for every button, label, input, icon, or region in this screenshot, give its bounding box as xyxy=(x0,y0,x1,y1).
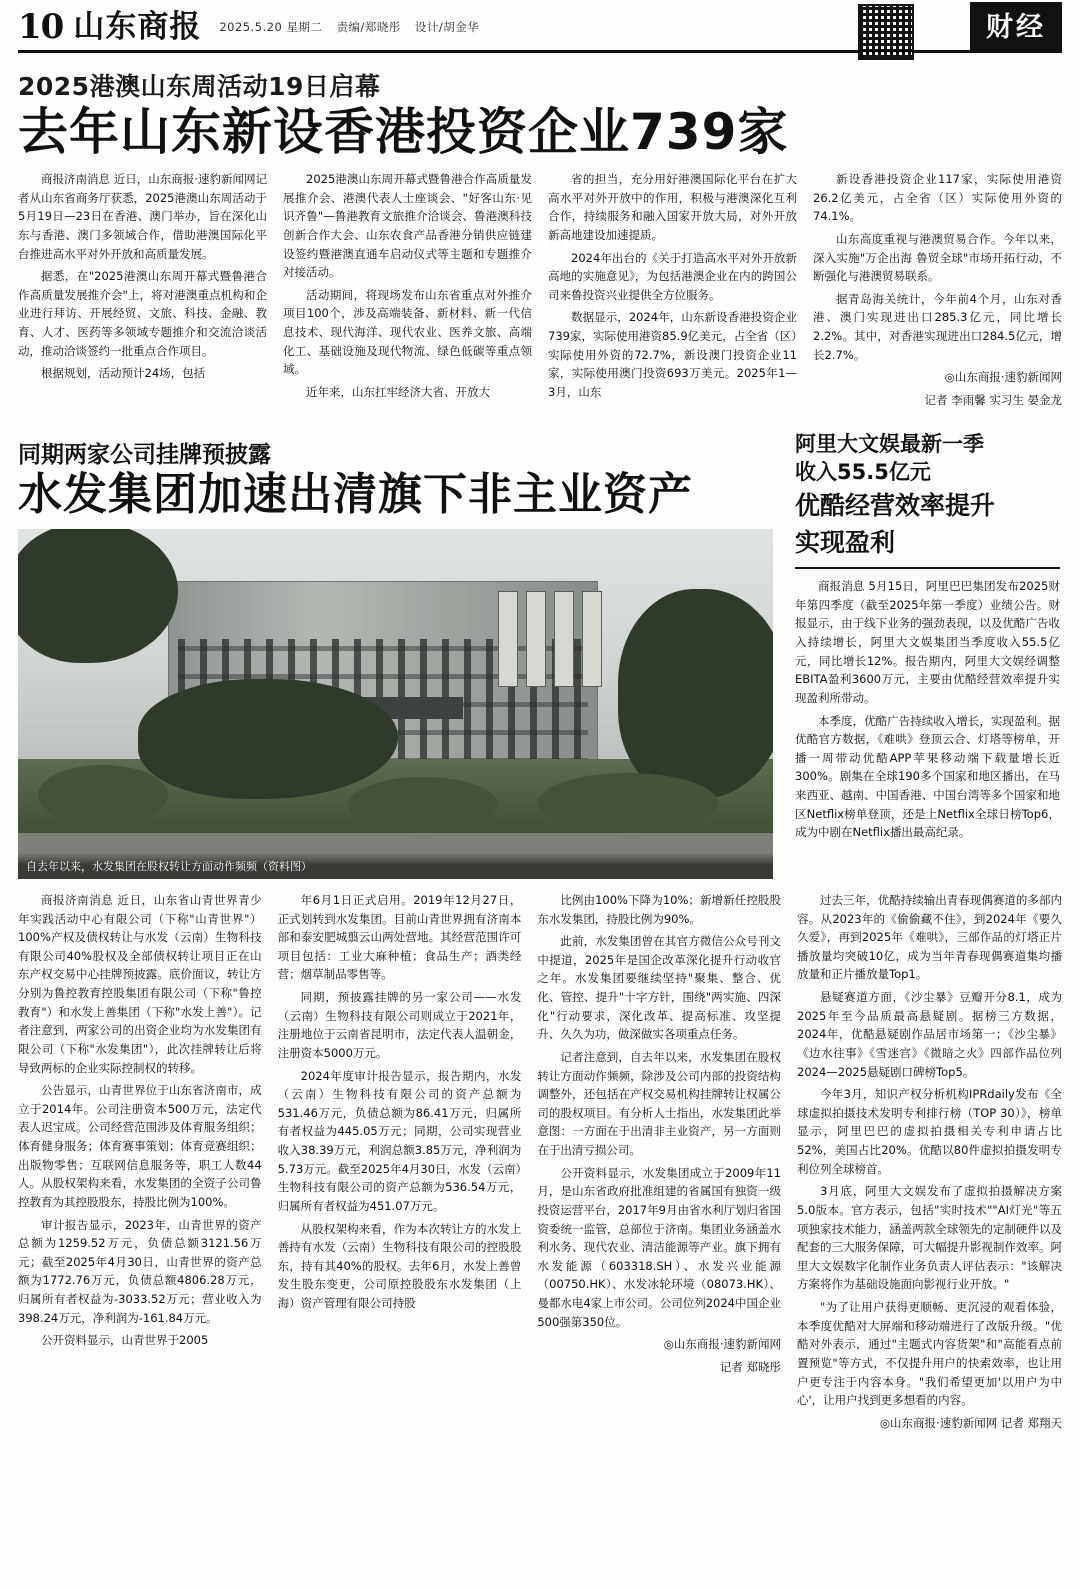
paragraph: 2024年出台的《关于打造高水平对外开放新高地的实施意见》，为包括港澳企业在内的跨国公司来鲁投资兴业提供全方位服务。 xyxy=(548,250,797,302)
paragraph: 新设香港投资企业117家，实际使用港资26.2亿美元，占全省（区）实际使用外资的74.1%。 xyxy=(813,172,1062,224)
photo-banner-1 xyxy=(498,591,518,687)
paragraph: 公开资料显示，水发集团成立于2009年11月，是山东省政府批准组建的省属国有独资一级投资运营平台，2017年9月由省水利厅划归省国资委统一监管，总部位于济南。集团业务涵盖水利水务、现代农业、清洁能源等产业。旗下拥有水发能源（603318.SH）、水发兴业能源（00750.HK）、水发冰轮环境（08073.HK）、曼都水电4家上市公司。公司位列2024中国企业500强第350位。 xyxy=(537,1165,781,1329)
paragraph: 近年来，山东扛牢经济大省、开放大 xyxy=(306,384,490,399)
page-number: 10 xyxy=(18,7,64,47)
paragraph: 公告显示，山青世界位于山东省济南市，成立于2014年。公司注册资本500万元，法定代表人迟宝成。公司经营范围涉及体育服务组织；体育健身服务；体育赛事策划；体育竞赛组织；出版物零售；互联网信息服务等，职工人数44人。从股权架构来看，水发集团的全资子公司鲁控教育为其控股股东，持股比例为100%。 xyxy=(18,1083,262,1209)
feature-signature-media: ◎山东商报·速豹新闻网 xyxy=(663,1337,781,1352)
rail-signature: ◎山东商报·速豹新闻网 记者 郑翔天 xyxy=(880,1415,1062,1430)
paragraph: 悬疑赛道方面，《沙尘暴》豆瓣开分8.1，成为2025年至今品质最高悬疑剧。据榜三方数据，2024年，优酷悬疑剧作品居市场第一；《沙尘暴》《边水往事》《雪迷宫》《微暗之火》四部作品位列2024—2025悬疑剧口碑榜Top5。 xyxy=(797,990,1062,1079)
lead-column-2 xyxy=(283,170,532,406)
paragraph: 3月底，阿里大文娱发布了虚拟拍摄解决方案5.0版本。官方表示，包括"实时技术""AI灯光"等五项独家技术能力，涵盖两款全球领先的定制硬件以及配套的三大服务保障，可大幅提升影视制作效率。阿里大文娱数字化制作业务负责人评估表示："该解决方案将作为基础设施面向影视行业开放。" xyxy=(797,1184,1062,1292)
feature-photo xyxy=(18,529,773,879)
paragraph: 商报济南消息 近日，山东省山青世界青少年实践活动中心有限公司（下称"山青世界"）100%产权及债权转让与水发（云南）生物科技有限公司40%股权及全部债权转让项目正在山东产权交易中心挂牌预披露。底价面议，转让方分别为鲁控教育控股集团有限公司（下称"鲁控教育"）和水发上善集团（下称"水发上善"）。记者注意到，两家公司的出资企业均为水发集团有限公司（下称"水发集团"），此次挂牌转让后将导致两标的企业实际控制权的转移。 xyxy=(18,892,262,1075)
paragraph: 过去三年，优酷持续输出青春现偶赛道的多部内容。从2023年的《偷偷藏不住》，到2024年《要久久爱》，再到2025年《难哄》，三部作品的灯塔正片播放量均突破10亿，成为当年青春现偶赛道集均播放量和正片播放量Top1。 xyxy=(797,892,1062,982)
photo-bush-1 xyxy=(38,765,168,825)
masthead xyxy=(18,0,1062,53)
lead-signature-byline: 记者 李雨馨 实习生 晏金龙 xyxy=(924,392,1062,407)
paragraph: 活动期间，将现场发布山东省重点对外推介项目100个，涉及高端装备、新材料、新一代信息技术、现代海洋、现代农业、医养文旅、高端化工、基础设施及现代物流、绿色低碳等重点领域。 xyxy=(283,287,532,377)
section-badge: 财经 xyxy=(970,2,1062,51)
paragraph: 省的担当，充分用好港澳国际化平台在扩大高水平对外开放中的作用，积极与港澳深化互利合作，持续服务和融入国家开放大局，对外开放新高地建设加速提质。 xyxy=(548,172,797,242)
paragraph: 根据规划，活动预计24场，包括 xyxy=(41,366,206,381)
rail-kicker-line-2: 收入55.5亿元 xyxy=(795,459,931,484)
photo-bush-2 xyxy=(348,777,498,833)
rail-headline-line-2: 实现盈利 xyxy=(795,527,896,557)
rail-body-bottom xyxy=(797,891,1062,1437)
feature-column-1 xyxy=(18,891,262,1437)
lead-story xyxy=(18,67,1062,414)
editor-credit: 责编/郑晓彤 xyxy=(336,20,401,34)
lead-kicker: 2025港澳山东周活动19日启幕 xyxy=(18,72,381,101)
paragraph: 山东高度重视与港澳贸易合作。今年以来，深入实施"万企出海 鲁贸全球"市场开拓行动，不断强化与港澳贸易联系。 xyxy=(813,231,1062,284)
feature-photo-caption: 自去年以来，水发集团在股权转让方面动作频频（资料图） xyxy=(18,853,773,879)
paragraph: 公开资料显示，山青世界于2005 xyxy=(41,1333,209,1348)
feature-kicker: 同期两家公司挂牌预披露 xyxy=(18,441,271,468)
rail-body-top xyxy=(795,577,1060,842)
lead-column-4 xyxy=(813,170,1062,414)
paragraph: 商报消息 5月15日，阿里巴巴集团发布2025财年第四季度（截至2025年第一季度）业绩公告。财报显示，由于线下业务的强劲表现，以及优酷广告收入持续增长，阿里大文娱集团当季度收入55.5亿元，同比增长12%。报告期内，阿里大文娱经调整EBITA盈利3600万元，主要由优酷经营效率提升实现盈利所带动。 xyxy=(795,579,1060,705)
photo-tree-right xyxy=(618,589,773,799)
paragraph: 年6月1日正式启用。2019年12月27日，正式划转到水发集团。目前山青世界拥有济南本部和泰安肥城翦云山两处营地。其经营范围许可项目包括：工业大麻种植；食品生产；酒类经营；烟草制品零售等。 xyxy=(277,892,522,982)
rail-divider xyxy=(795,567,1060,569)
paragraph: 比例由100%下降为10%；新增新任控股股东水发集团，持股比例为90%。 xyxy=(537,892,781,926)
bottom-section xyxy=(18,891,1062,1437)
paragraph: "为了让用户获得更顺畅、更沉浸的观看体验，本季度优酷对大屏端和移动端进行了改版升级。"优酷对外表示，通过"主题式内容货架"和"高能看点前置预览"等方式，不仅提升用户的快索效率，也让用户更专注于内容本身。"我们希望更加'以用户为中心'，让用户找到更多想看的内容。 xyxy=(797,1300,1062,1408)
photo-bush-3 xyxy=(538,773,718,833)
lead-body xyxy=(18,170,1062,414)
rail-story xyxy=(795,430,1060,879)
photo-banner-3 xyxy=(554,591,574,687)
publish-date: 2025.5.20 星期二 xyxy=(219,20,323,34)
paragraph: 同期，预披露挂牌的另一家公司——水发（云南）生物科技有限公司则成立于2021年，注册地位于云南省昆明市，法定代表人温朝金，注册资本5000万元。 xyxy=(277,990,522,1060)
paragraph: 据青岛海关统计，今年前4个月，山东对香港、澳门实现进出口285.3亿元，同比增长2.2%。其中，对香港实现进出口284.5亿元，增长2.7%。 xyxy=(813,291,1062,362)
paragraph: 2025港澳山东周开幕式暨鲁港合作高质量发展推介会、港澳代表人士座谈会、"好客山东·见识齐鲁"—鲁港教育文旅推介洽谈会、鲁港澳科技创新合作大会、山东农食产品香港分销供应链建设签约暨港澳直通车启动仪式等主题和专题推介对接活动。 xyxy=(283,172,532,280)
lead-signature-media: ◎山东商报·速豹新闻网 xyxy=(944,370,1062,385)
paragraph: 本季度，优酷广告持续收入增长，实现盈利。据优酷官方数据，《难哄》登顶云合、灯塔等榜单，开播一周带动优酷APP苹果移动端下载量增长近300%。剧集在全球190多个国家和地区播出，在马来西亚、越南、中国香港、中国台湾等多个国家和地区Netflix榜单登顶，还是上Netflix全球日榜Top6，成为中剧在Netflix播出最高纪录。 xyxy=(795,713,1060,840)
masthead-meta xyxy=(219,19,479,35)
feature-signature-byline: 记者 郑晓彤 xyxy=(719,1359,781,1374)
designer-credit: 设计/胡金华 xyxy=(414,20,480,34)
feature-story xyxy=(18,430,773,879)
paper-name: 山东商报 xyxy=(73,8,202,45)
lead-column-3 xyxy=(548,170,797,406)
paragraph: 2024年度审计报告显示，报告期内，水发（云南）生物科技有限公司的资产总额为531.46万元，负债总额为86.41万元，归属所有者权益为445.05万元；同期，公司实现营业收入38.39万元，利润总额3.85万元，净利润为5.73万元。截至2025年4月30日，水发（云南）生物科技有限公司的资产总额为536.54万元，归属所有者权益为451.07万元。 xyxy=(277,1068,522,1213)
paragraph: 据悉，在"2025港澳山东周开幕式暨鲁港合作高质量发展推介会"上，将对港澳重点机构和企业进行拜访、开展经贸、文旅、科技、金融、教育、人才、医药等多领域专题推介和交流洽谈活动，推动洽谈签约一批重点合作项目。 xyxy=(18,269,267,358)
paragraph: 今年3月，知识产权分析机构IPRdaily发布《全球虚拟拍摄技术发明专利排行榜（TOP 30）》，榜单显示，阿里巴巴的虚拟拍摄相关专利申请占比52%，美国占比20%。优酷以80件虚拟拍摄发明专利位列全球榜首。 xyxy=(797,1087,1062,1176)
rail-headline-line-1: 优酷经营效率提升 xyxy=(795,491,996,521)
photo-banner-2 xyxy=(526,591,546,687)
mid-section xyxy=(18,430,1062,879)
paragraph: 记者注意到，自去年以来，水发集团在股权转让方面动作频频，除涉及公司内部的投资结构调整外，还包括在产权交易机构挂牌转让权属公司的股权项目。有分析人士指出，水发集团此举意图：一方面在于出清非主业资产，另一方面则在于出清亏损公司。 xyxy=(537,1049,781,1158)
rail-kicker-line-1: 阿里大文娱最新一季 xyxy=(795,431,984,456)
paragraph: 数据显示，2024年，山东新设香港投资企业739家，实际使用港资85.9亿美元，占全省（区）实际使用外资的72.7%，新设澳门投资企业11家，实际使用澳门投资693万美元。2025年1—3月，山东 xyxy=(548,310,797,399)
feature-column-2 xyxy=(278,891,522,1437)
paragraph: 审计报告显示，2023年，山青世界的资产总额为1259.52万元，负债总额3121.56万元；截至2025年4月30日，山青世界的资产总额为1772.76万元，负债总额4806.28万元，归属所有者权益为-3033.52万元；营业收入为398.24万元，净利润为-161.84万元。 xyxy=(18,1217,262,1325)
paragraph: 从股权架构来看，作为本次转让方的水发上善持有水发（云南）生物科技有限公司的控股股东，持有其40%的股权。去年6月，水发上善曾发生股东变更，公司原控股股东水发集团（上海）资产管理有限公司持股 xyxy=(277,1221,522,1311)
paragraph: 此前，水发集团曾在其官方微信公众号刊文中提道，2025年是国企改革深化提升行动收官之年。水发集团要继续坚持"聚集、整合、优化、管控、提升"十字方针，围绕"两实施、四深化"行动要求，深化改革、提高标准、攻坚提升、久久为功，做深做实各项重点任务。 xyxy=(537,934,781,1042)
feature-column-3 xyxy=(537,891,781,1437)
lead-column-1 xyxy=(18,170,267,387)
lead-headline: 去年山东新设香港投资企业739家 xyxy=(18,103,789,161)
paragraph: 商报济南消息 近日，山东商报·速豹新闻网记者从山东省商务厅获悉，2025港澳山东周活动于5月19日—23日在香港、澳门举办，旨在深化山东与香港、澳门多领域合作，借助港澳国际化平台推进高水平对外开放和高质量发展。 xyxy=(18,172,267,261)
qr-code-icon[interactable] xyxy=(858,4,914,60)
photo-banner-4 xyxy=(582,591,602,687)
feature-headline: 水发集团加速出清旗下非主业资产 xyxy=(18,468,693,520)
